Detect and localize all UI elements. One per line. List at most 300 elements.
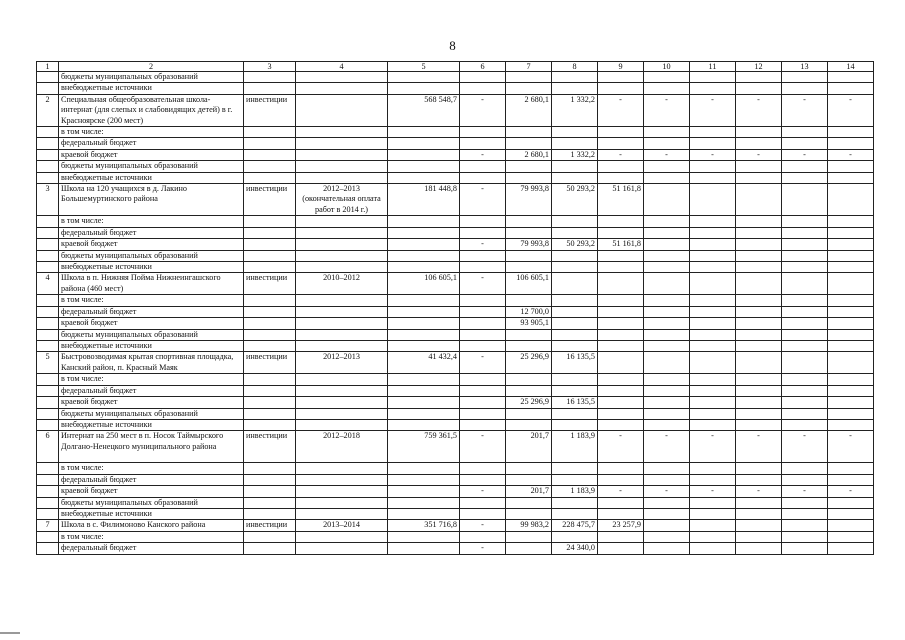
table-cell: 23 257,9 [598, 520, 644, 531]
table-cell [598, 318, 644, 329]
table-cell [552, 250, 598, 261]
table-cell [460, 397, 506, 408]
table-cell [690, 531, 736, 542]
table-cell: 2 680,1 [506, 94, 552, 126]
table-cell [782, 497, 828, 508]
table-cell [296, 385, 388, 396]
table-cell: - [644, 94, 690, 126]
table-cell [598, 72, 644, 83]
table-cell [460, 385, 506, 396]
table-cell [690, 352, 736, 374]
table-cell [388, 397, 460, 408]
table-cell [244, 261, 296, 272]
table-cell [736, 127, 782, 138]
table-cell [37, 172, 59, 183]
table-cell [37, 216, 59, 227]
table-cell [460, 509, 506, 520]
table-cell: 1 183,9 [552, 431, 598, 463]
table-cell [506, 543, 552, 554]
table-cell: - [460, 486, 506, 497]
table-cell [388, 127, 460, 138]
table-cell [244, 340, 296, 351]
table-row [37, 172, 874, 183]
table-cell [37, 239, 59, 250]
table-cell [782, 239, 828, 250]
table-cell [828, 531, 874, 542]
table-cell [828, 497, 874, 508]
table-cell [828, 83, 874, 94]
table-cell [37, 161, 59, 172]
table-cell [460, 340, 506, 351]
table-cell: 41 432,4 [388, 352, 460, 374]
row-label-cell: бюджеты муниципальных образований [59, 408, 244, 419]
table-cell: - [690, 486, 736, 497]
table-cell: - [828, 486, 874, 497]
table-cell [690, 419, 736, 430]
table-cell: - [598, 94, 644, 126]
row-label-cell: в том числе: [59, 127, 244, 138]
row-label-cell: федеральный бюджет [59, 543, 244, 554]
table-cell [388, 374, 460, 385]
table-cell [506, 385, 552, 396]
table-cell: 1 183,9 [552, 486, 598, 497]
table-cell [644, 329, 690, 340]
column-header-3: 3 [244, 62, 296, 72]
table-cell: 2012–2018 [296, 431, 388, 463]
table-cell: 79 993,8 [506, 239, 552, 250]
table-cell [644, 352, 690, 374]
table-cell [296, 318, 388, 329]
table-cell [690, 329, 736, 340]
table-cell [388, 227, 460, 238]
row-label-cell: в том числе: [59, 374, 244, 385]
table-cell [736, 520, 782, 531]
table-cell: 181 448,8 [388, 184, 460, 216]
table-cell [736, 138, 782, 149]
table-cell: - [782, 149, 828, 160]
table-cell [644, 531, 690, 542]
table-cell [598, 352, 644, 374]
budget-table [36, 61, 874, 555]
table-cell [388, 250, 460, 261]
table-cell [388, 318, 460, 329]
table-cell [244, 83, 296, 94]
table-cell [296, 306, 388, 317]
table-cell [506, 261, 552, 272]
table-cell [782, 184, 828, 216]
table-cell [552, 72, 598, 83]
table-cell [37, 227, 59, 238]
table-cell [37, 138, 59, 149]
table-cell [736, 172, 782, 183]
table-cell [828, 127, 874, 138]
table-cell [388, 72, 460, 83]
table-cell [598, 531, 644, 542]
table-cell [506, 138, 552, 149]
row-label-cell: Школа на 120 учащихся в д. Лакино Большемуртинского района [59, 184, 244, 216]
table-cell [598, 295, 644, 306]
table-cell [690, 295, 736, 306]
table-cell [552, 340, 598, 351]
row-label-cell: краевой бюджет [59, 397, 244, 408]
table-cell [828, 306, 874, 317]
table-cell [690, 184, 736, 216]
row-label-cell: Школа в п. Нижняя Пойма Нижнеингашского района (460 мест) [59, 273, 244, 295]
table-cell: 759 361,5 [388, 431, 460, 463]
table-row [37, 419, 874, 430]
table-row [37, 509, 874, 520]
table-cell [552, 306, 598, 317]
table-cell [296, 531, 388, 542]
table-cell [460, 531, 506, 542]
row-label-cell: в том числе: [59, 531, 244, 542]
table-cell [828, 184, 874, 216]
table-cell [828, 261, 874, 272]
table-cell [552, 463, 598, 474]
table-cell [388, 295, 460, 306]
table-cell: 1 332,2 [552, 94, 598, 126]
table-cell [460, 474, 506, 485]
table-cell [460, 261, 506, 272]
table-cell [460, 374, 506, 385]
table-cell [552, 385, 598, 396]
table-cell [388, 463, 460, 474]
table-cell [828, 250, 874, 261]
column-header-7: 7 [506, 62, 552, 72]
table-row [37, 408, 874, 419]
table-cell [644, 172, 690, 183]
table-cell [736, 329, 782, 340]
table-cell [244, 72, 296, 83]
table-cell [690, 474, 736, 485]
row-label-cell: бюджеты муниципальных образований [59, 250, 244, 261]
table-cell [37, 295, 59, 306]
table-cell [690, 250, 736, 261]
table-cell: - [460, 149, 506, 160]
table-cell [782, 509, 828, 520]
table-cell: - [460, 520, 506, 531]
table-row [37, 431, 874, 463]
table-cell [644, 340, 690, 351]
table-cell: - [460, 431, 506, 463]
table-row [37, 273, 874, 295]
table-cell [690, 340, 736, 351]
table-row [37, 486, 874, 497]
table-cell [244, 239, 296, 250]
row-label-cell: внебюджетные источники [59, 83, 244, 94]
table-cell [37, 497, 59, 508]
table-cell [296, 149, 388, 160]
table-cell [644, 306, 690, 317]
table-cell [828, 374, 874, 385]
table-cell [828, 509, 874, 520]
table-cell: инвестиции [244, 431, 296, 463]
table-cell [244, 385, 296, 396]
table-cell [736, 463, 782, 474]
table-cell [644, 295, 690, 306]
table-cell: - [736, 431, 782, 463]
table-cell [460, 419, 506, 430]
table-row [37, 463, 874, 474]
table-cell: 2013–2014 [296, 520, 388, 531]
table-cell [552, 138, 598, 149]
table-row [37, 397, 874, 408]
table-cell [782, 306, 828, 317]
table-cell [828, 352, 874, 374]
table-cell [828, 295, 874, 306]
table-cell [644, 273, 690, 295]
table-cell [782, 463, 828, 474]
table-cell [690, 520, 736, 531]
table-cell: 228 475,7 [552, 520, 598, 531]
table-cell [460, 306, 506, 317]
table-cell [690, 306, 736, 317]
table-cell [506, 408, 552, 419]
table-cell [690, 172, 736, 183]
table-cell [37, 474, 59, 485]
table-cell [782, 127, 828, 138]
table-cell [37, 543, 59, 554]
table-cell [644, 419, 690, 430]
table-cell [828, 474, 874, 485]
table-cell [736, 531, 782, 542]
table-cell: 1 332,2 [552, 149, 598, 160]
table-cell [460, 295, 506, 306]
table-cell [388, 138, 460, 149]
table-row [37, 474, 874, 485]
table-cell [552, 227, 598, 238]
table-cell [552, 216, 598, 227]
column-header-8: 8 [552, 62, 598, 72]
table-cell [644, 250, 690, 261]
table-cell [244, 227, 296, 238]
table-cell [782, 295, 828, 306]
table-cell [736, 474, 782, 485]
table-cell [506, 474, 552, 485]
table-cell: - [460, 94, 506, 126]
table-cell [736, 340, 782, 351]
table-cell [37, 72, 59, 83]
table-cell: - [460, 543, 506, 554]
table-cell: 25 296,9 [506, 397, 552, 408]
table-cell [460, 161, 506, 172]
table-cell [296, 127, 388, 138]
table-cell: - [644, 431, 690, 463]
table-cell [736, 72, 782, 83]
table-cell [37, 486, 59, 497]
row-label-cell: внебюджетные источники [59, 509, 244, 520]
table-cell [736, 318, 782, 329]
table-cell [37, 261, 59, 272]
table-cell: - [782, 486, 828, 497]
table-cell [388, 329, 460, 340]
table-cell: - [644, 149, 690, 160]
table-row [37, 239, 874, 250]
table-cell: - [460, 184, 506, 216]
table-cell [244, 397, 296, 408]
row-label-cell: внебюджетные источники [59, 419, 244, 430]
table-cell [736, 250, 782, 261]
table-cell [782, 216, 828, 227]
table-cell [460, 127, 506, 138]
table-cell [782, 227, 828, 238]
table-cell [828, 239, 874, 250]
table-cell: инвестиции [244, 273, 296, 295]
table-cell [296, 295, 388, 306]
table-cell [506, 161, 552, 172]
table-cell [388, 408, 460, 419]
table-cell [506, 463, 552, 474]
table-cell [244, 172, 296, 183]
table-cell [388, 543, 460, 554]
table-cell [644, 397, 690, 408]
table-cell [460, 318, 506, 329]
table-cell [244, 250, 296, 261]
table-cell [644, 509, 690, 520]
table-cell [736, 419, 782, 430]
table-cell [782, 340, 828, 351]
table-cell [506, 340, 552, 351]
row-label-cell: Быстровозводимая крытая спортивная площадка, Канский район, п. Красный Маяк [59, 352, 244, 374]
table-cell: 51 161,8 [598, 184, 644, 216]
table-cell [782, 374, 828, 385]
table-cell: 201,7 [506, 486, 552, 497]
table-cell [506, 172, 552, 183]
table-cell [296, 497, 388, 508]
row-label-cell: краевой бюджет [59, 486, 244, 497]
table-cell [782, 83, 828, 94]
table-cell [598, 83, 644, 94]
row-label-cell: федеральный бюджет [59, 385, 244, 396]
table-cell [598, 497, 644, 508]
table-cell [644, 184, 690, 216]
row-label-cell: бюджеты муниципальных образований [59, 497, 244, 508]
row-label-cell: федеральный бюджет [59, 474, 244, 485]
table-cell: 2 [37, 94, 59, 126]
table-cell: 106 605,1 [506, 273, 552, 295]
table-cell: 51 161,8 [598, 239, 644, 250]
table-cell [828, 397, 874, 408]
column-header-13: 13 [782, 62, 828, 72]
table-body [37, 72, 874, 555]
table-cell [244, 474, 296, 485]
table-cell [690, 239, 736, 250]
table-cell [782, 318, 828, 329]
table-cell [552, 273, 598, 295]
table-cell: 12 700,0 [506, 306, 552, 317]
table-cell [598, 161, 644, 172]
table-cell [552, 295, 598, 306]
table-cell [37, 149, 59, 160]
table-cell [782, 261, 828, 272]
table-cell [828, 72, 874, 83]
table-row [37, 216, 874, 227]
table-cell [644, 520, 690, 531]
table-cell [506, 295, 552, 306]
table-cell [388, 531, 460, 542]
table-cell [388, 172, 460, 183]
table-cell [506, 250, 552, 261]
table-cell [552, 531, 598, 542]
table-cell [598, 385, 644, 396]
table-row [37, 94, 874, 126]
table-cell [598, 138, 644, 149]
table-cell [506, 531, 552, 542]
table-cell [388, 509, 460, 520]
table-cell [782, 161, 828, 172]
row-label-cell: внебюджетные источники [59, 172, 244, 183]
row-label-cell: внебюджетные источники [59, 261, 244, 272]
table-cell: 79 993,8 [506, 184, 552, 216]
table-cell [690, 497, 736, 508]
table-cell [244, 497, 296, 508]
table-row [37, 497, 874, 508]
table-cell [296, 250, 388, 261]
table-cell [388, 161, 460, 172]
table-cell [296, 72, 388, 83]
table-cell [244, 419, 296, 430]
table-row [37, 227, 874, 238]
header-row [37, 62, 874, 72]
table-cell [736, 216, 782, 227]
table-cell [828, 520, 874, 531]
table-cell [296, 227, 388, 238]
table-cell [552, 329, 598, 340]
table-cell [37, 83, 59, 94]
table-cell [598, 474, 644, 485]
table-cell [598, 306, 644, 317]
table-cell [506, 127, 552, 138]
table-cell [828, 419, 874, 430]
table-cell [388, 149, 460, 160]
table-cell [296, 83, 388, 94]
table-cell [644, 385, 690, 396]
table-cell [828, 463, 874, 474]
table-cell [552, 419, 598, 430]
table-cell [460, 172, 506, 183]
table-cell [736, 184, 782, 216]
table-cell: - [598, 486, 644, 497]
table-cell: 16 135,5 [552, 397, 598, 408]
table-cell [552, 509, 598, 520]
table-row [37, 83, 874, 94]
table-cell: 99 983,2 [506, 520, 552, 531]
row-label-cell: Интернат на 250 мест в п. Носок Таймырского Долгано-Ненецкого муниципального района [59, 431, 244, 463]
table-cell [736, 543, 782, 554]
row-label-cell: Школа в с. Филимоново Канского района [59, 520, 244, 531]
table-cell: 24 340,0 [552, 543, 598, 554]
column-header-4: 4 [296, 62, 388, 72]
table-cell: 2 680,1 [506, 149, 552, 160]
table-cell [244, 531, 296, 542]
table-cell [690, 318, 736, 329]
table-cell [506, 227, 552, 238]
table-cell [736, 306, 782, 317]
table-cell [244, 127, 296, 138]
table-cell [388, 474, 460, 485]
table-cell [552, 83, 598, 94]
table-cell [296, 239, 388, 250]
row-label-cell: в том числе: [59, 216, 244, 227]
table-cell [644, 239, 690, 250]
table-cell [37, 419, 59, 430]
table-cell [782, 250, 828, 261]
table-cell [388, 419, 460, 430]
table-cell [244, 374, 296, 385]
table-cell [244, 486, 296, 497]
table-cell [244, 161, 296, 172]
table-cell [460, 408, 506, 419]
